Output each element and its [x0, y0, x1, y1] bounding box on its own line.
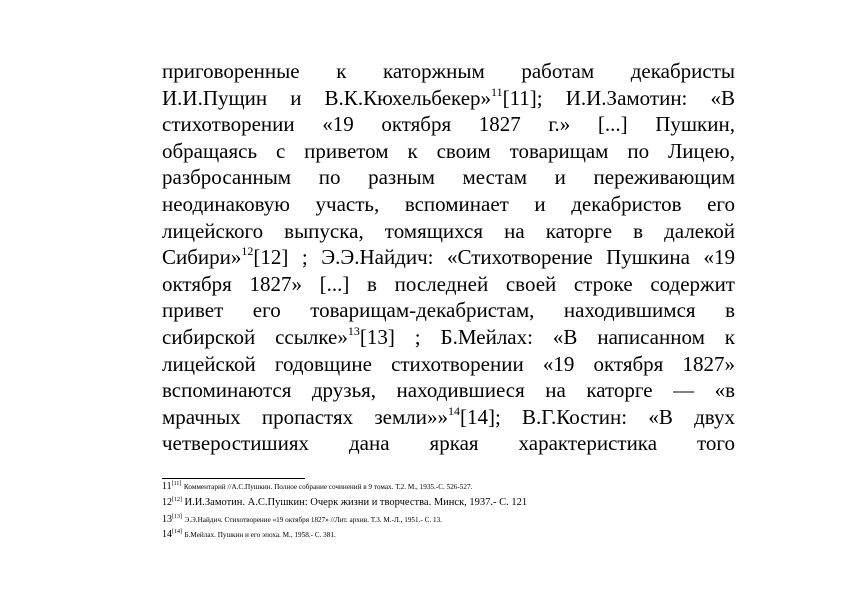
text-line: четверостишиях дана яркая характеристика того — [162, 431, 735, 456]
footnote-14: 14[14] Б.Мейлах. Пушкин и его эпоха. М., 1958.- С. 381. — [162, 529, 336, 540]
footnote-ref[interactable]: 14 — [447, 403, 460, 418]
footnote-ref[interactable]: 11 — [491, 84, 503, 99]
footnote-13: 13[13] Э.Э.Найдич. Стихотворение «19 октября 1827» //Лит. архив. Т.3. М.-Л., 1951.- С. 13. — [162, 514, 442, 525]
main-text — [162, 58, 735, 457]
footnote-ref[interactable]: 13 — [347, 323, 360, 338]
text-line: стихотворении «19 октября 1827 г.» [...] Пушкин, — [162, 112, 735, 137]
text-line: Сибири»$^{12}$[12] ; Э.Э.Найдич: «Стихотворение Пушкина «19 — [162, 244, 735, 270]
text-line: лицейской годовщине стихотворении «19 октября 1827» — [162, 351, 735, 376]
text-line: приговоренные к каторжным работам декабристы — [162, 59, 735, 83]
footnote-11: 11[11] Комментарий //А.С.Пушкин. Полное собрание сочинений в 9 томах. Т.2. М., 1935.-С. 526-527. — [162, 481, 473, 492]
text-line: И.И.Пущин и В.К.Кюхельбекер»$^{11}$[11]; И.И.Замотин: «В — [162, 84, 735, 110]
text-line: вспоминаются друзья, находившиеся на каторге — «в — [162, 378, 735, 403]
text-line: лицейского выпуска, томящихся на каторге в далекой — [162, 218, 735, 243]
text-line: разбросанным по разным местам и переживающим — [162, 165, 735, 190]
footnote-separator — [162, 478, 305, 479]
text-line: сибирской ссылке»$^{13}$[13] ; Б.Мейлах: «В написанном к — [162, 323, 735, 349]
footnote-ref[interactable]: 12 — [241, 244, 254, 259]
text-line: октября 1827» [...] в последней своей строке содержит — [162, 271, 735, 296]
text-line: обращаясь с приветом к своим товарищам по Лицею, — [162, 138, 735, 163]
footnote-12: 12[12] И.И.Замотин. А.С.Пушкин: Очерк жизни и творчества. Минск, 1937.- С. 121 — [162, 497, 528, 508]
text-line: неодинаковую участь, вспоминает и декабристов его — [162, 191, 735, 216]
text-line: привет его товарищам-декабристам, находившимся в — [162, 298, 735, 323]
text-line: мрачных пропастях земли»»$^{14}$[14]; В.Г.Костин: «В двух — [162, 403, 735, 429]
